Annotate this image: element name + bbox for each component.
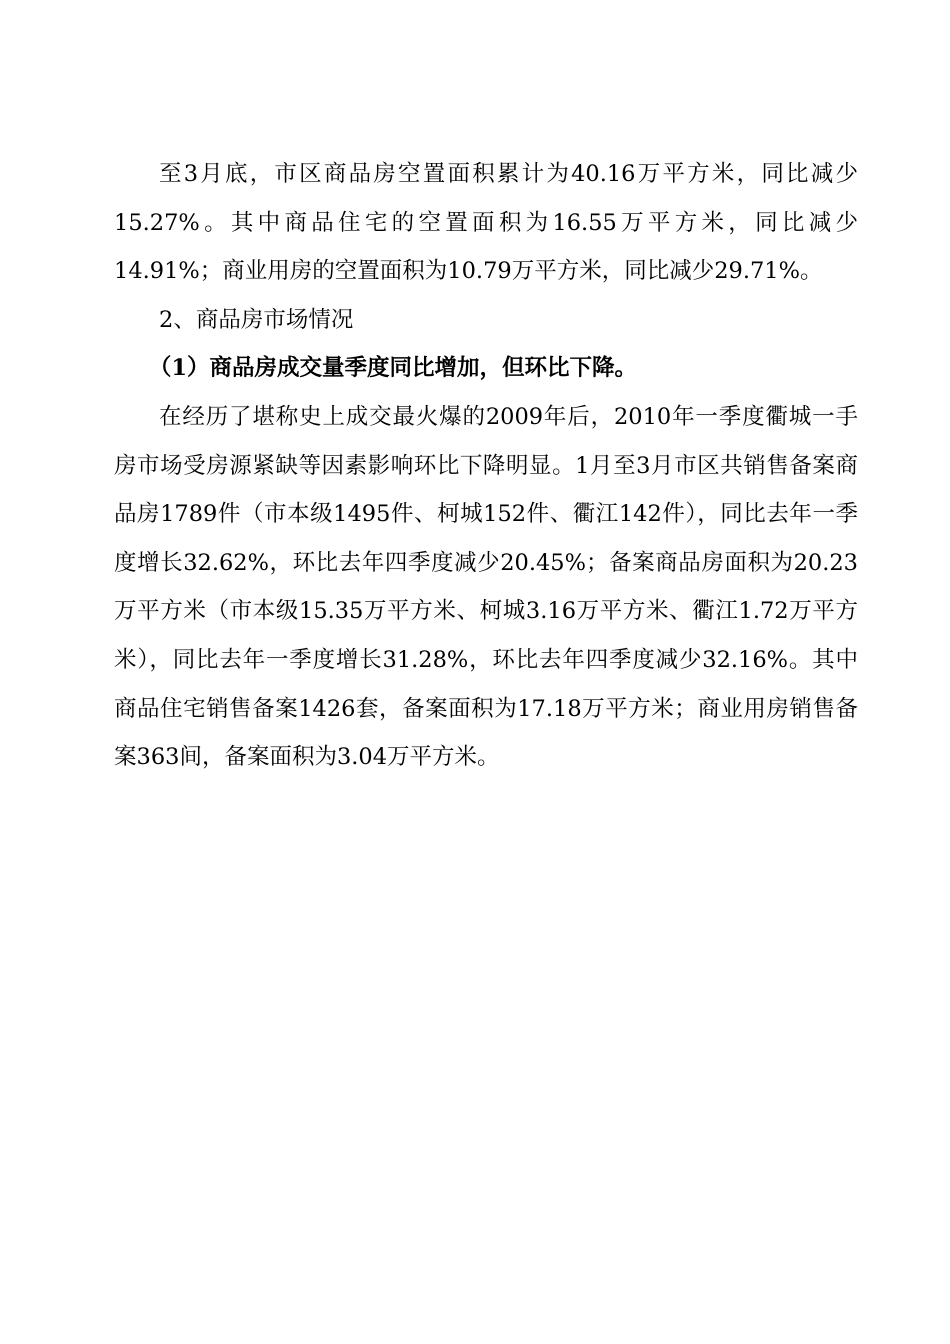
- vacancy-paragraph: 至3月底，市区商品房空置面积累计为40.16万平方米，同比减少15.27%。其中商品住宅的空置面积为16.55万平方米，同比减少14.91%；商业用房的空置面积为10.79万平方米，同比减少29.71%。: [114, 161, 858, 285]
- subsection-heading: （1）商品房成交量季度同比增加，但环比下降。: [148, 355, 638, 382]
- transaction-paragraph: 在经历了堪称史上成交最火爆的2009年后，2010年一季度衢城一手房市场受房源紧缺等因素影响环比下降明显。1月至3月市区共销售备案商品房1789件（市本级1495件、柯城152件、衢江142件），同比去年一季度增长32.62%，环比去年四季度减少20.45%；备案商品房面积为20.23万平方米（市本级15.35万平方米、柯城3.16万平方米、衢江1.72万平方米），同比去年一季度增长31.28%，环比去年四季度减少32.16%。其中商品住宅销售备案1426套，备案面积为17.18万平方米；商业用房销售备案363间，备案面积为3.04万平方米。: [114, 403, 858, 771]
- document-body: [114, 150, 858, 782]
- section-heading: 2、商品房市场情况: [159, 306, 354, 333]
